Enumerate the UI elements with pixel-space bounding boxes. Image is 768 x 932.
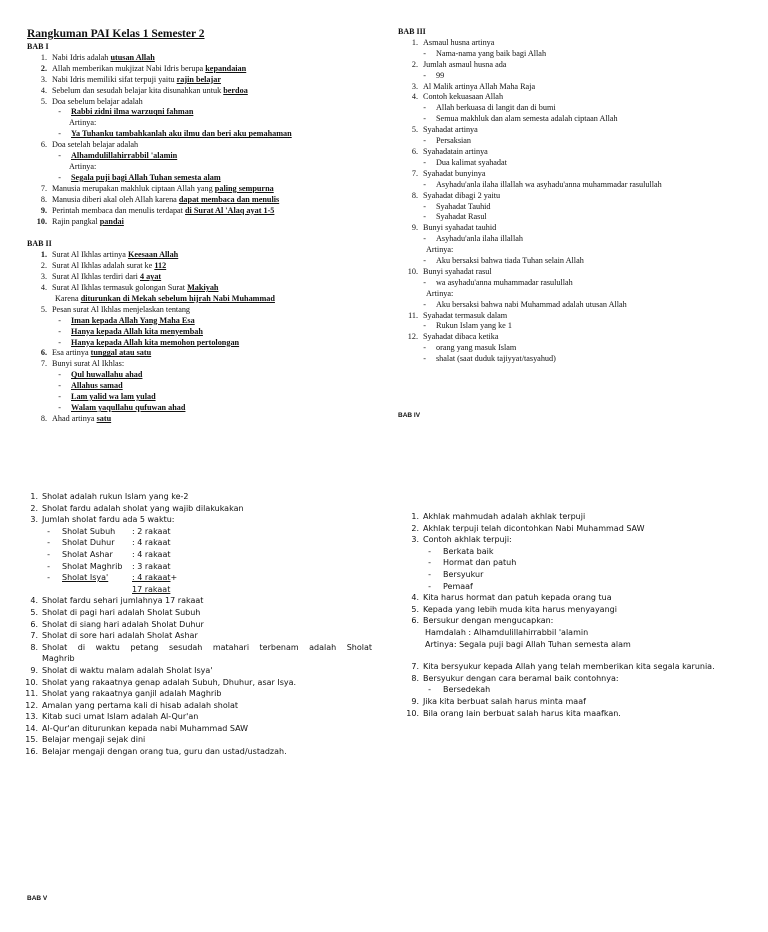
answer-item: - wa asyhadu'anna muhammadar rasulullah xyxy=(423,277,573,287)
list-item: 3. Nabi Idris memiliki sifat terpuji yaitu rajin belajar xyxy=(40,74,221,84)
list-item: 7. Kita bersyukur kepada Allah yang telah memberikan kita segala karunia. xyxy=(411,662,715,672)
bab4-heading: BAB IV xyxy=(398,412,421,419)
pesan-item: - Hanya kepada Allah kita memohon pertolongan xyxy=(58,337,240,347)
doa-text: - Alhamdulillahirrabbil 'alamin xyxy=(58,151,178,161)
list-item: 9. Jika kita berbuat salah harus minta maaf xyxy=(411,696,586,706)
doa-meaning: - Segala puji bagi Allah Tuhan semesta alam xyxy=(58,172,221,182)
list-item: 3. Surat Al Ikhlas terdiri dari 4 ayat xyxy=(40,272,162,282)
answer-item: - Asyhadu'anla ilaha illallah wa asyhadu'anna muhammadar rasulullah xyxy=(423,179,662,189)
bab1-heading: BAB I xyxy=(27,42,49,51)
bab3-heading: BAB III xyxy=(398,27,426,36)
bab2-heading: BAB II xyxy=(27,239,52,249)
sholat-list xyxy=(16,491,372,758)
list-item: 4. Kita harus hormat dan patuh kepada orang tua xyxy=(411,593,612,603)
list-item: 13. Kitab suci umat Islam adalah Al-Qur'an xyxy=(25,712,199,722)
list-item: 11. Syahadat termasuk dalam xyxy=(408,310,508,320)
list-item: 6. Sholat di siang hari adalah Sholat Duhur xyxy=(30,619,204,629)
akhlak-column xyxy=(397,511,762,719)
list-item: 7. Sholat di sore hari adalah Sholat Ashar xyxy=(30,631,198,641)
sholat-item: - Sholat Subuh : 2 rakaat xyxy=(47,526,171,536)
list-item: 1. Surat Al Ikhlas artinya Keesaan Allah xyxy=(40,250,179,260)
spacer xyxy=(397,650,762,661)
list-item: 6. Doa setelah belajar adalah xyxy=(40,140,139,150)
sholat-column xyxy=(16,491,372,758)
sholat-item: - Sholat Duhur : 4 rakaat xyxy=(47,538,171,548)
list-item: 9. Sholat di waktu malam adalah Sholat Isya' xyxy=(30,665,213,675)
list-item: 3. Al Malik artinya Allah Maha Raja xyxy=(411,81,536,91)
answer-item: - Syahadat Tauhid xyxy=(423,201,491,211)
list-item: 10. Rajin pangkal pandai xyxy=(36,216,124,226)
bunyi-item: - Walam yaqullahu qufuwan ahad xyxy=(58,403,186,412)
pesan-item: - Iman kepada Allah Yang Maha Esa xyxy=(58,315,195,325)
list-item: 2. Akhlak terpuji telah dicontohkan Nabi Muhammad SAW xyxy=(411,523,645,533)
right-top-column xyxy=(398,27,748,365)
answer-item: - Persaksian xyxy=(423,136,472,146)
list-item: 10. Bunyi syahadat rasul xyxy=(407,266,492,276)
list-item: 12. Amalan yang pertama kali di hisab adalah sholat xyxy=(25,700,239,710)
answer-item: - Aku bersaksi bahwa tiada Tuhan selain Allah xyxy=(423,256,584,266)
list-item: 15. Belajar mengaji sejak dini xyxy=(25,735,146,745)
contoh-item: - Pemaaf xyxy=(428,581,473,591)
bunyi-item: - Qul huwallahu ahad xyxy=(58,370,143,380)
list-item: 5. Sholat di pagi hari adalah Sholat Subuh xyxy=(30,607,201,617)
list-item: 1. Nabi Idris adalah utusan Allah xyxy=(40,52,155,62)
bab1-list xyxy=(27,53,372,228)
list-item: 4. Contoh kekuasaan Allah xyxy=(411,92,504,102)
list-item: 2. Jumlah asmaul husna ada xyxy=(411,59,507,69)
list-item: 6. Bersukur dengan mengucapkan: xyxy=(411,616,554,626)
list-item: 1. Asmaul husna artinya xyxy=(411,37,495,47)
answer-item: - Aku bersaksi bahwa nabi Muhammad adalah utusan Allah xyxy=(423,299,627,309)
bab5-heading: BAB V xyxy=(27,895,48,902)
artinya-label: Artinya: xyxy=(69,118,97,128)
list-item: 9. Bunyi syahadat tauhid xyxy=(411,223,497,233)
answer-item: - shalat (saat duduk tajiyyat/tasyahud) xyxy=(423,354,556,364)
list-item: 2. Surat Al Ikhlas adalah surat ke 112 xyxy=(40,261,167,271)
list-item: 5. Doa sebelum belajar adalah xyxy=(40,96,143,106)
answer-item: - Dua kalimat syahadat xyxy=(423,157,507,167)
artinya-label: Artinya: xyxy=(426,288,454,298)
answer-item: - Asyhadu'anla ilaha illallah xyxy=(423,234,523,244)
page-title: Rangkuman PAI Kelas 1 Semester 2 xyxy=(27,28,205,40)
sholat-item: - Sholat Maghrib : 3 rakaat xyxy=(47,561,171,571)
doa-meaning: - Ya Tuhanku tambahkanlah aku ilmu dan beri aku pemahaman xyxy=(58,129,292,139)
list-item: 7. Syahadat bunyinya xyxy=(411,168,486,178)
bunyi-item: - Lam yalid wa lam yulad xyxy=(58,392,156,402)
list-item: 10. Sholat yang rakaatnya genap adalah Subuh, Dhuhur, asar Isya. xyxy=(25,677,297,687)
list-item: 9. Perintah membaca dan menulis terdapat di Surat Al 'Alaq ayat 1-5 xyxy=(40,205,275,215)
sholat-item: - Sholat Ashar : 4 rakaat xyxy=(47,549,171,559)
list-item: 1. Sholat adalah rukun Islam yang ke-2 xyxy=(30,492,189,501)
list-item: 6. Esa artinya tunggal atau satu xyxy=(40,348,152,358)
answer-item: - Semua makhluk dan alam semesta adalah ciptaan Allah xyxy=(423,114,618,124)
bunyi-item: - Allahus samad xyxy=(58,381,123,391)
answer-item: - Nama-nama yang baik bagi Allah xyxy=(423,48,547,58)
answer-item: - orang yang masuk Islam xyxy=(423,343,517,353)
list-item: 3. Jumlah sholat fardu ada 5 waktu: xyxy=(30,515,175,525)
list-item: 8. Sholat di waktu petang sesudah matahari terbenam adalah Sholat Maghrib xyxy=(30,642,372,664)
answer-item: - Rukun Islam yang ke 1 xyxy=(423,321,512,331)
akhlak-list xyxy=(397,511,762,719)
list-item: 12. Syahadat dibaca ketika xyxy=(407,332,499,342)
list-item: 2. Sholat fardu adalah sholat yang wajib dilakukakan xyxy=(30,503,244,513)
contoh-item: - Bersedekah xyxy=(428,685,491,695)
list-item: 10. Bila orang lain berbuat salah harus kita maafkan. xyxy=(406,708,621,718)
list-item: 1. Akhlak mahmudah adalah akhlak terpuji xyxy=(411,512,586,521)
contoh-item: - Hormat dan patuh xyxy=(428,558,517,568)
bab2-list xyxy=(27,250,372,425)
list-item: 4. Surat Al Ikhlas termasuk golongan Surat Makiyah xyxy=(40,283,219,293)
list-item: 8. Ahad artinya satu xyxy=(40,413,112,423)
list-item: 2. Allah memberikan mukjizat Nabi Idris berupa kepandaian xyxy=(40,63,247,73)
list-item: 5. Kepada yang lebih muda kita harus menyayangi xyxy=(411,604,617,614)
list-item: 5. Syahadat artinya xyxy=(411,125,478,135)
bab3-list xyxy=(398,38,748,365)
list-item: 8. Bersyukur dengan cara beramal baik contohnya: xyxy=(411,673,619,683)
doa-text: - Rabbi zidni ilma warzuqni fahman xyxy=(58,107,194,117)
karena-line: Karena diturunkan di Mekah sebelum hijrah Nabi Muhammad xyxy=(55,293,275,303)
list-item: 7. Bunyi surat Al Ikhlas: xyxy=(40,359,125,369)
list-item: 3. Contoh akhlak terpuji: xyxy=(411,535,512,545)
list-item: 4. Sholat fardu sehari jumlahnya 17 rakaat xyxy=(30,596,204,606)
list-item: 6. Syahadatain artinya xyxy=(411,146,488,156)
sholat-item: - Sholat Isya' : 4 rakaat + xyxy=(47,573,178,583)
pesan-item: - Hanya kepada Allah kita menyembah xyxy=(58,326,203,336)
artinya-label: Artinya: xyxy=(69,161,97,171)
sholat-total: 17 rakaat xyxy=(132,584,171,594)
artinya-line: Artinya: Segala puji bagi Allah Tuhan semesta alam xyxy=(425,639,631,649)
list-item: 11. Sholat yang rakaatnya ganjil adalah Maghrib xyxy=(25,689,222,699)
contoh-item: - Berkata baik xyxy=(428,546,494,556)
list-item: 16. Belajar mengaji dengan orang tua, guru dan ustad/ustadzah. xyxy=(25,747,287,757)
list-item: 8. Manusia diberi akal oleh Allah karena dapat membaca dan menulis xyxy=(40,194,280,204)
list-item: 7. Manusia merupakan makhluk ciptaan Allah yang paling sempurna xyxy=(40,183,274,193)
answer-item: - Allah berkuasa di langit dan di bumi xyxy=(423,103,556,113)
list-item: 8. Syahadat dibagi 2 yaitu xyxy=(411,190,501,200)
list-item: 14. Al-Qur'an diturunkan kepada nabi Muhammad SAW xyxy=(25,723,249,733)
answer-item: - 99 xyxy=(423,70,445,80)
contoh-item: - Bersyukur xyxy=(428,569,484,579)
artinya-label: Artinya: xyxy=(426,245,454,255)
hamdalah-line: Hamdalah : Alhamdulillahirrabbil 'alamin xyxy=(425,627,589,637)
answer-item: - Syahadat Rasul xyxy=(423,212,487,222)
list-item: 4. Sebelum dan sesudah belajar kita disunahkan untuk berdoa xyxy=(40,85,248,95)
list-item: 5. Pesan surat Al Ikhlas menjelaskan tentang xyxy=(40,304,191,314)
left-top-column xyxy=(27,27,372,425)
